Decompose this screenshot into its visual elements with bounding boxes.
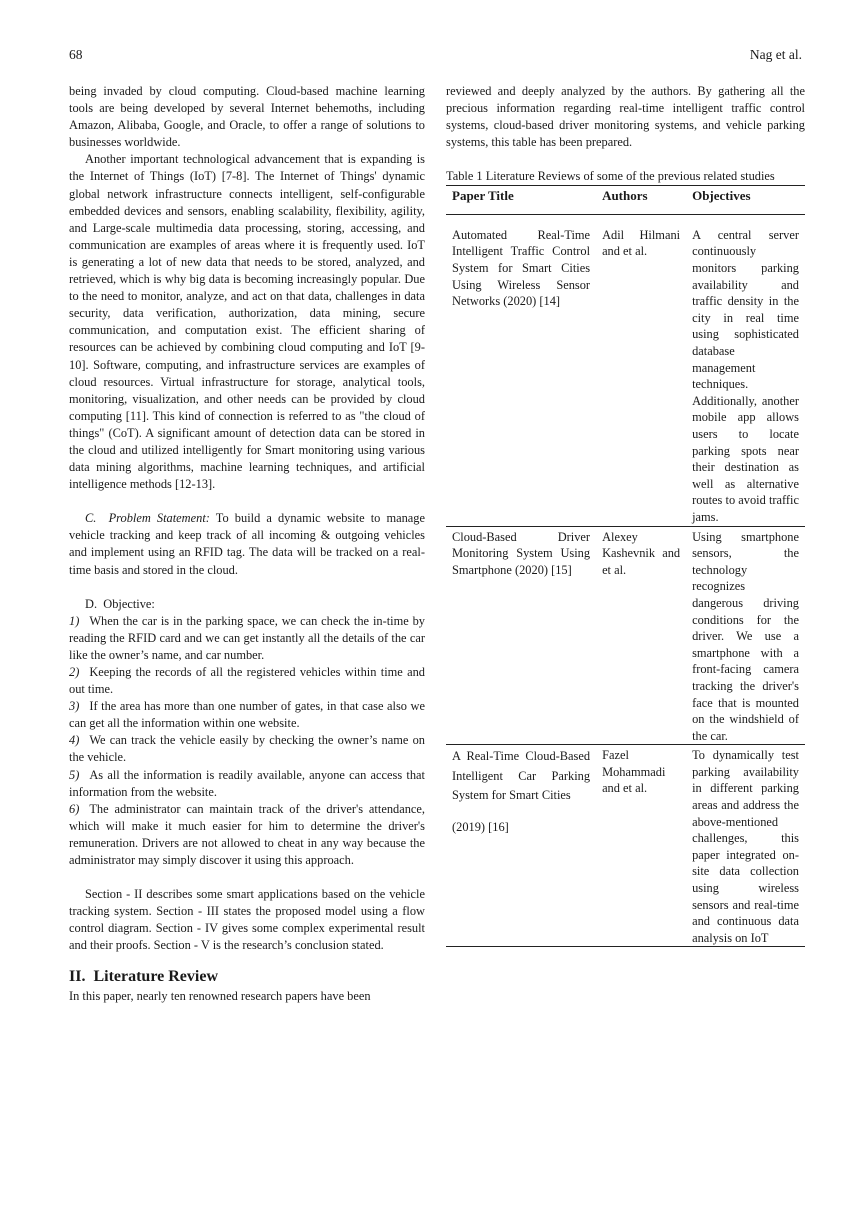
section-heading-literature-review: II. Literature Review — [69, 967, 218, 985]
column-header-paper-title: Paper Title — [446, 185, 596, 214]
objective-heading: D. Objective: — [85, 596, 155, 611]
objective-item — [69, 767, 425, 801]
cell-objectives: A central server continuously monitors parking availability and traffic density in the city in real time using sophisticated database management techniques. Additionally, another mobile app allows users to locate parking spots near their destination as well as alternative routes to avoid traffic jams. — [686, 214, 805, 526]
objective-number: 6) — [69, 801, 80, 816]
objective-item — [69, 613, 425, 664]
literature-intro: In this paper, nearly ten renowned research papers have been — [69, 988, 371, 1003]
objective-item — [69, 698, 425, 732]
objective-text: The administrator can maintain track of the driver's attendance, which will make it much easier for him to determine the driver's remuneration. Drivers are not allowed to cheat in any way because the administrator may simply discover it using this approach. — [69, 801, 425, 868]
objective-number: 5) — [69, 767, 80, 782]
cell-paper-title: Automated Real-Time Intelligent Traffic Control System for Smart Cities Using Wireless Sensor Networks (2020) [14] — [446, 214, 596, 526]
cell-authors: Adil Hilmani and et al. — [596, 214, 686, 526]
objective-item — [69, 664, 425, 698]
objective-text: If the area has more than one number of gates, in that case also we can get all the information within one website. — [69, 699, 425, 731]
table-row — [446, 745, 805, 947]
literature-intro-continued: reviewed and deeply analyzed by the authors. By gathering all the precious information regarding real-time intelligent traffic control systems, cloud-based driver monitoring systems, and vehicle parking systems, this table has been prepared. — [446, 84, 805, 150]
problem-statement-label: C. Problem Statement: — [85, 511, 210, 526]
literature-table — [446, 185, 805, 948]
objective-number: 2) — [69, 665, 80, 679]
table-row — [446, 214, 805, 526]
problem-statement — [69, 510, 425, 578]
table-header-row — [446, 185, 805, 214]
objective-text: As all the information is readily available, anyone can access that information from the website. — [69, 767, 425, 799]
objective-item — [69, 801, 425, 869]
cell-objectives: Using smartphone sensors, the technology recognizes dangerous driving conditions for the driver. We use a smartphone with a front-facing camera tracking the driver's face that is mounted on the windshield of the car. — [686, 526, 805, 745]
right-column — [446, 83, 805, 947]
column-header-objectives: Objectives — [686, 185, 805, 214]
objective-text: When the car is in the parking space, we can check the in-time by reading the RFID card and we can get instantly all the details of the car like the owner’s name, and car number. — [69, 613, 425, 662]
objective-item — [69, 732, 425, 766]
paper-title-text: A Real-Time Cloud-Based Intelligent Car Parking System for Smart Cities — [452, 749, 591, 803]
objective-text: We can track the vehicle easily by checking the owner’s name on the vehicle. — [69, 733, 425, 765]
cell-objectives: To dynamically test parking availability in different parking areas and address the above-mentioned challenges, this paper integrated on-site data collection using wireless sensors and real-time and continuous data analysis on IoT — [686, 745, 805, 947]
page-number: 68 — [69, 47, 83, 62]
cell-paper-title — [446, 745, 596, 947]
cell-paper-title: Cloud-Based Driver Monitoring System Using Smartphone (2020) [15] — [446, 526, 596, 745]
column-header-authors: Authors — [596, 185, 686, 214]
paper-title-year: (2019) [16] — [452, 820, 509, 835]
sections-summary: Section - II describes some smart applications based on the vehicle tracking system. Section - III states the proposed model using a flow control diagram. Section - IV gives some complex experimental result and their proofs. Section - V is the research’s conclusion stated. — [69, 887, 425, 953]
problem-statement-text: To build a dynamic website to manage vehicle tracking and keep track of all incoming & outgoing vehicles and implement using an RFID tag. The data will be tracked on a real-time basis and stored in the cloud. — [69, 511, 426, 577]
running-author: Nag et al. — [749, 47, 802, 62]
cell-authors: Fazel Mohammadi and et al. — [596, 745, 686, 947]
paragraph-iot: Another important technological advancement that is expanding is the Internet of Things (IoT) [7-8]. The Internet of Things' dynamic global network infrastructure connects intelligent, self-configurable embedded devices and sensors, enabling scalability, flexibility, agility, and Large-scale multimedia data processing, storing, accessing, and communication are examples of areas where it is frequently used. IoT is generating a lot of new data that needs to be stored, analyzed, and retrieved, which is why big data is becoming increasingly popular. Due to the need to monitor, analyze, and act on that data, challenges in data security, data verification, authorization, data mining, secure communication, and computation exist. The efficient sharing of resources can be achieved by combining cloud computing and IoT [9-10]. Software, computing, and infrastructure services are examples of cloud resources. Virtual infrastructure for storage, analytical tools, monitoring, visualization, and other needs can be provided by cloud computing [11]. This kind of connection is referred to as "the cloud of things" (CoT). A significant amount of detection data can be stored in the cloud and utilized intelligently for Smart monitoring using various data mining algorithms, machine learning techniques, and artificial intelligence methods [12-13]. — [69, 152, 425, 492]
objective-number: 3) — [69, 699, 80, 714]
objective-number: 4) — [69, 733, 80, 748]
table-caption: Table 1 Literature Reviews of some of the previous related studies — [446, 169, 775, 184]
objective-number: 1) — [69, 613, 80, 628]
objective-list — [69, 613, 425, 869]
objective-text: Keeping the records of all the registered vehicles within time and out time. — [69, 665, 425, 697]
cell-authors: Alexey Kashevnik and et al. — [596, 526, 686, 745]
table-row — [446, 526, 805, 745]
paragraph-cloud-ml: being invaded by cloud computing. Cloud-based machine learning tools are being developed by several Internet behemoths, including Amazon, Alibaba, Google, and Oracle, to offer a range of solutions to businesses worldwide. — [69, 84, 425, 150]
left-column — [69, 83, 425, 1005]
